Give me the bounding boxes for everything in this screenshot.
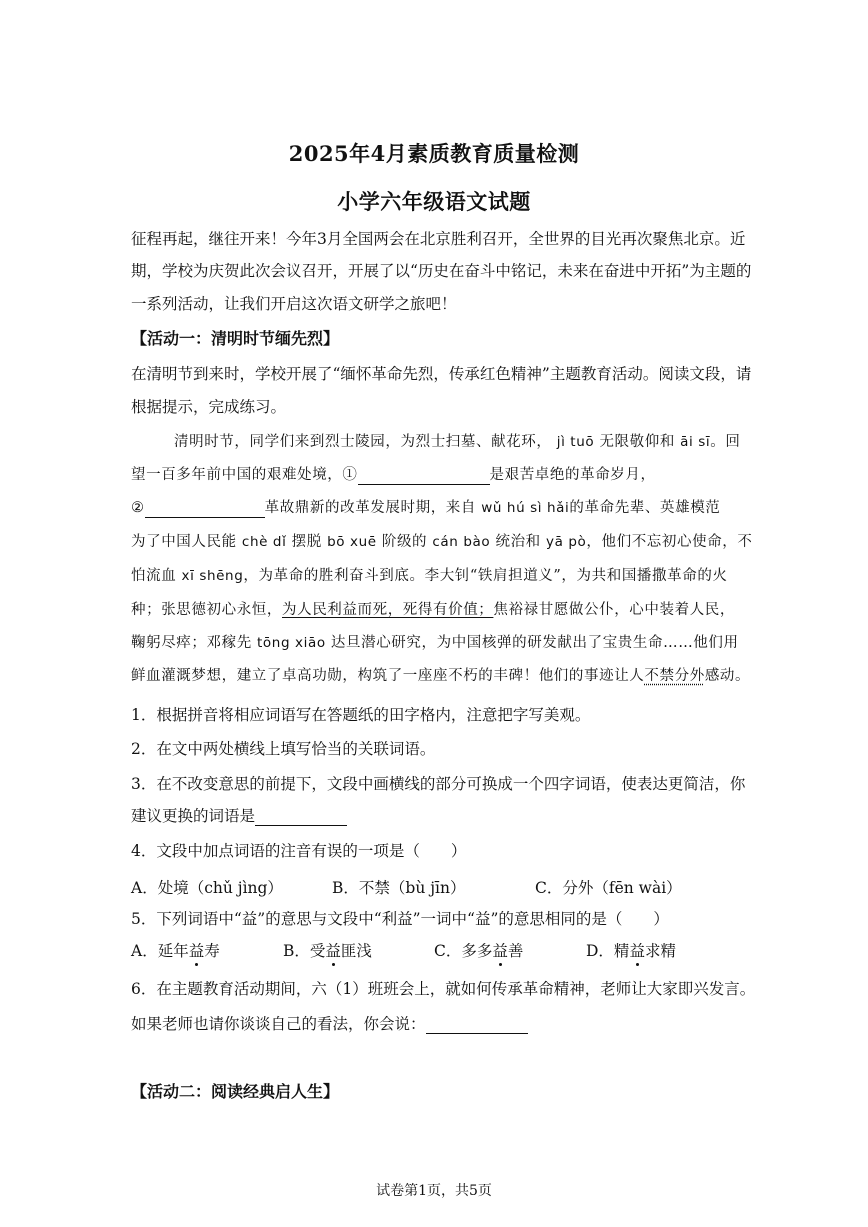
passage-line-4 [131,532,751,552]
pinyin-prompt: chè dǐ [241,534,287,550]
passage-text: 。回 [710,434,741,450]
question-text: 建议更换的词语是 [131,807,256,825]
passage-text: 阶级的 [381,534,428,550]
dotted-word: 不禁分外 [644,668,705,684]
option-text: A．延年 [131,942,189,960]
passage-text: ，为革命的胜利奋斗到底。李大钊“铁肩担道义”，为共和国播撒革命的火 [243,568,728,584]
question-text: 如果老师也请你谈谈自己的看法，你会说： [131,1015,426,1033]
option-text: 求精 [644,942,676,960]
passage-text: 为了中国人民能 [131,534,237,550]
option-text: 寿 [204,942,220,960]
passage-text: 清明时节，同学们来到烈士陵园，为烈士扫墓、献花环， [174,434,552,450]
option-text: B．受 [283,942,326,960]
passage-text: 焦裕禄甘愿做公仆，心中装着人民， [493,602,736,618]
option-text: 匪浅 [340,942,372,960]
pinyin-prompt: bō xuē [327,534,377,550]
intro-line-2: 期，学校为庆贺此次会议召开，开展了以“历史在奋斗中铭记，未来在奋进中开拓”为主题的 [131,262,752,280]
passage-line-2 [131,465,751,485]
passage-text: 感动。 [704,668,751,684]
option-text: 善 [507,942,524,960]
passage-text: ② [131,500,145,516]
dotted-char: 益 [325,942,341,960]
passage-text: 达旦潜心研究，为中国核弹的研发献出了宝贵生命……他们用 [330,635,739,651]
intro-line-1: 征程再起，继往开来！今年3月全国两会在北京胜利召开，全世界的目光再次聚焦北京。近 [131,230,746,248]
pinyin-prompt: cán bào [432,534,491,550]
pinyin-prompt: wǔ hú sì hǎi [481,500,570,516]
question-3-line-2 [131,806,751,826]
passage-line-1 [174,432,794,452]
question-6-line-1: 6．在主题教育活动期间，六（1）班班会上，就如何传承革命精神，老师让大家即兴发言。 [131,980,756,998]
passage-line-8 [131,666,751,686]
q5-option-a[interactable] [131,939,220,961]
passage-text: 革故鼎新的改革发展时期，来自 [264,500,477,516]
passage-text: 鞠躬尽瘁；邓稼先 [131,635,252,651]
option-text: D．精 [586,942,630,960]
pinyin-prompt: āi sī [680,434,711,450]
question-6-line-2 [131,1014,751,1034]
passage-text: 的革命先辈、英雄模范 [569,500,721,516]
activity-1-heading: 【活动一：清明时节缅先烈】 [131,329,340,348]
passage-text: 望一百多年前中国的艰难处境，① [131,467,358,483]
dotted-char: 益 [492,942,508,960]
passage-text: 种；张思德初心永恒， [131,602,282,618]
question-3-line-1: 3．在不改变意思的前提下，文段中画横线的部分可换成一个四字词语，使表达更简洁，你 [131,775,746,793]
passage-text: ，他们不忘初心使命，不 [586,534,753,550]
passage-text: 怕流血 [131,568,177,584]
q4-option-b[interactable]: B．不禁（bù jīn） [332,879,466,897]
pinyin-prompt: jì tuō [556,434,595,450]
underlined-phrase: 为人民利益而死，死得有价值； [282,602,494,618]
exam-title: 2025年4月素质教育质量检测 [288,141,580,166]
pinyin-prompt: tōng xiāo [257,635,326,651]
passage-line-3 [131,498,751,518]
question-1: 1．根据拼音将相应词语写在答题纸的田字格内，注意把字写美观。 [131,706,591,724]
activity-1-desc-1: 在清明节到来时，学校开展了“缅怀革命先烈，传承红色精神”主题教育活动。阅读文段，请 [131,365,752,383]
passage-text: 摆脱 [291,534,322,550]
activity-1-desc-2: 根据提示，完成练习。 [131,398,287,416]
passage-text: 无限敬仰和 [599,434,675,450]
intro-line-3: 一系列活动，让我们开启这次语文研学之旅吧！ [131,295,457,313]
fill-blank-2[interactable] [145,501,265,518]
dotted-char: 益 [188,942,205,960]
q5-option-d[interactable] [586,939,676,961]
q4-option-c[interactable]: C．分外（fēn wài） [535,879,682,897]
dotted-char: 益 [629,942,645,960]
option-text: C．多多 [434,942,493,960]
answer-blank-q6[interactable] [426,1017,528,1034]
question-4: 4．文段中加点词语的注音有误的一项是（ ） [131,842,467,860]
question-5: 5．下列词语中“益”的意思与文段中“利益”一词中“益”的意思相同的是（ ） [131,910,669,928]
answer-blank-q3[interactable] [255,809,347,826]
passage-text: 是艰苦卓绝的革命岁月， [489,467,656,483]
passage-line-7 [131,633,751,653]
passage-text: 统治和 [495,534,541,550]
pinyin-prompt: xī shēng [181,568,244,584]
passage-line-6 [131,600,751,620]
q5-option-c[interactable] [434,939,523,961]
pinyin-prompt: yā pò [546,534,587,550]
passage-line-5 [131,566,751,586]
q4-option-a[interactable]: A．处境（chǔ jìng） [131,879,283,897]
question-2: 2．在文中两处横线上填写恰当的关联词语。 [131,740,436,758]
passage-text: 鲜血灌溉梦想，建立了卓高功勋，构筑了一座座不朽的丰碑！他们的事迹让人 [131,668,645,684]
q5-option-b[interactable] [283,939,372,961]
fill-blank-1[interactable] [358,468,490,485]
page-footer: 试卷第1页，共5页 [376,1183,492,1199]
exam-subtitle: 小学六年级语文试题 [337,189,531,214]
activity-2-heading: 【活动二：阅读经典启人生】 [131,1082,340,1101]
